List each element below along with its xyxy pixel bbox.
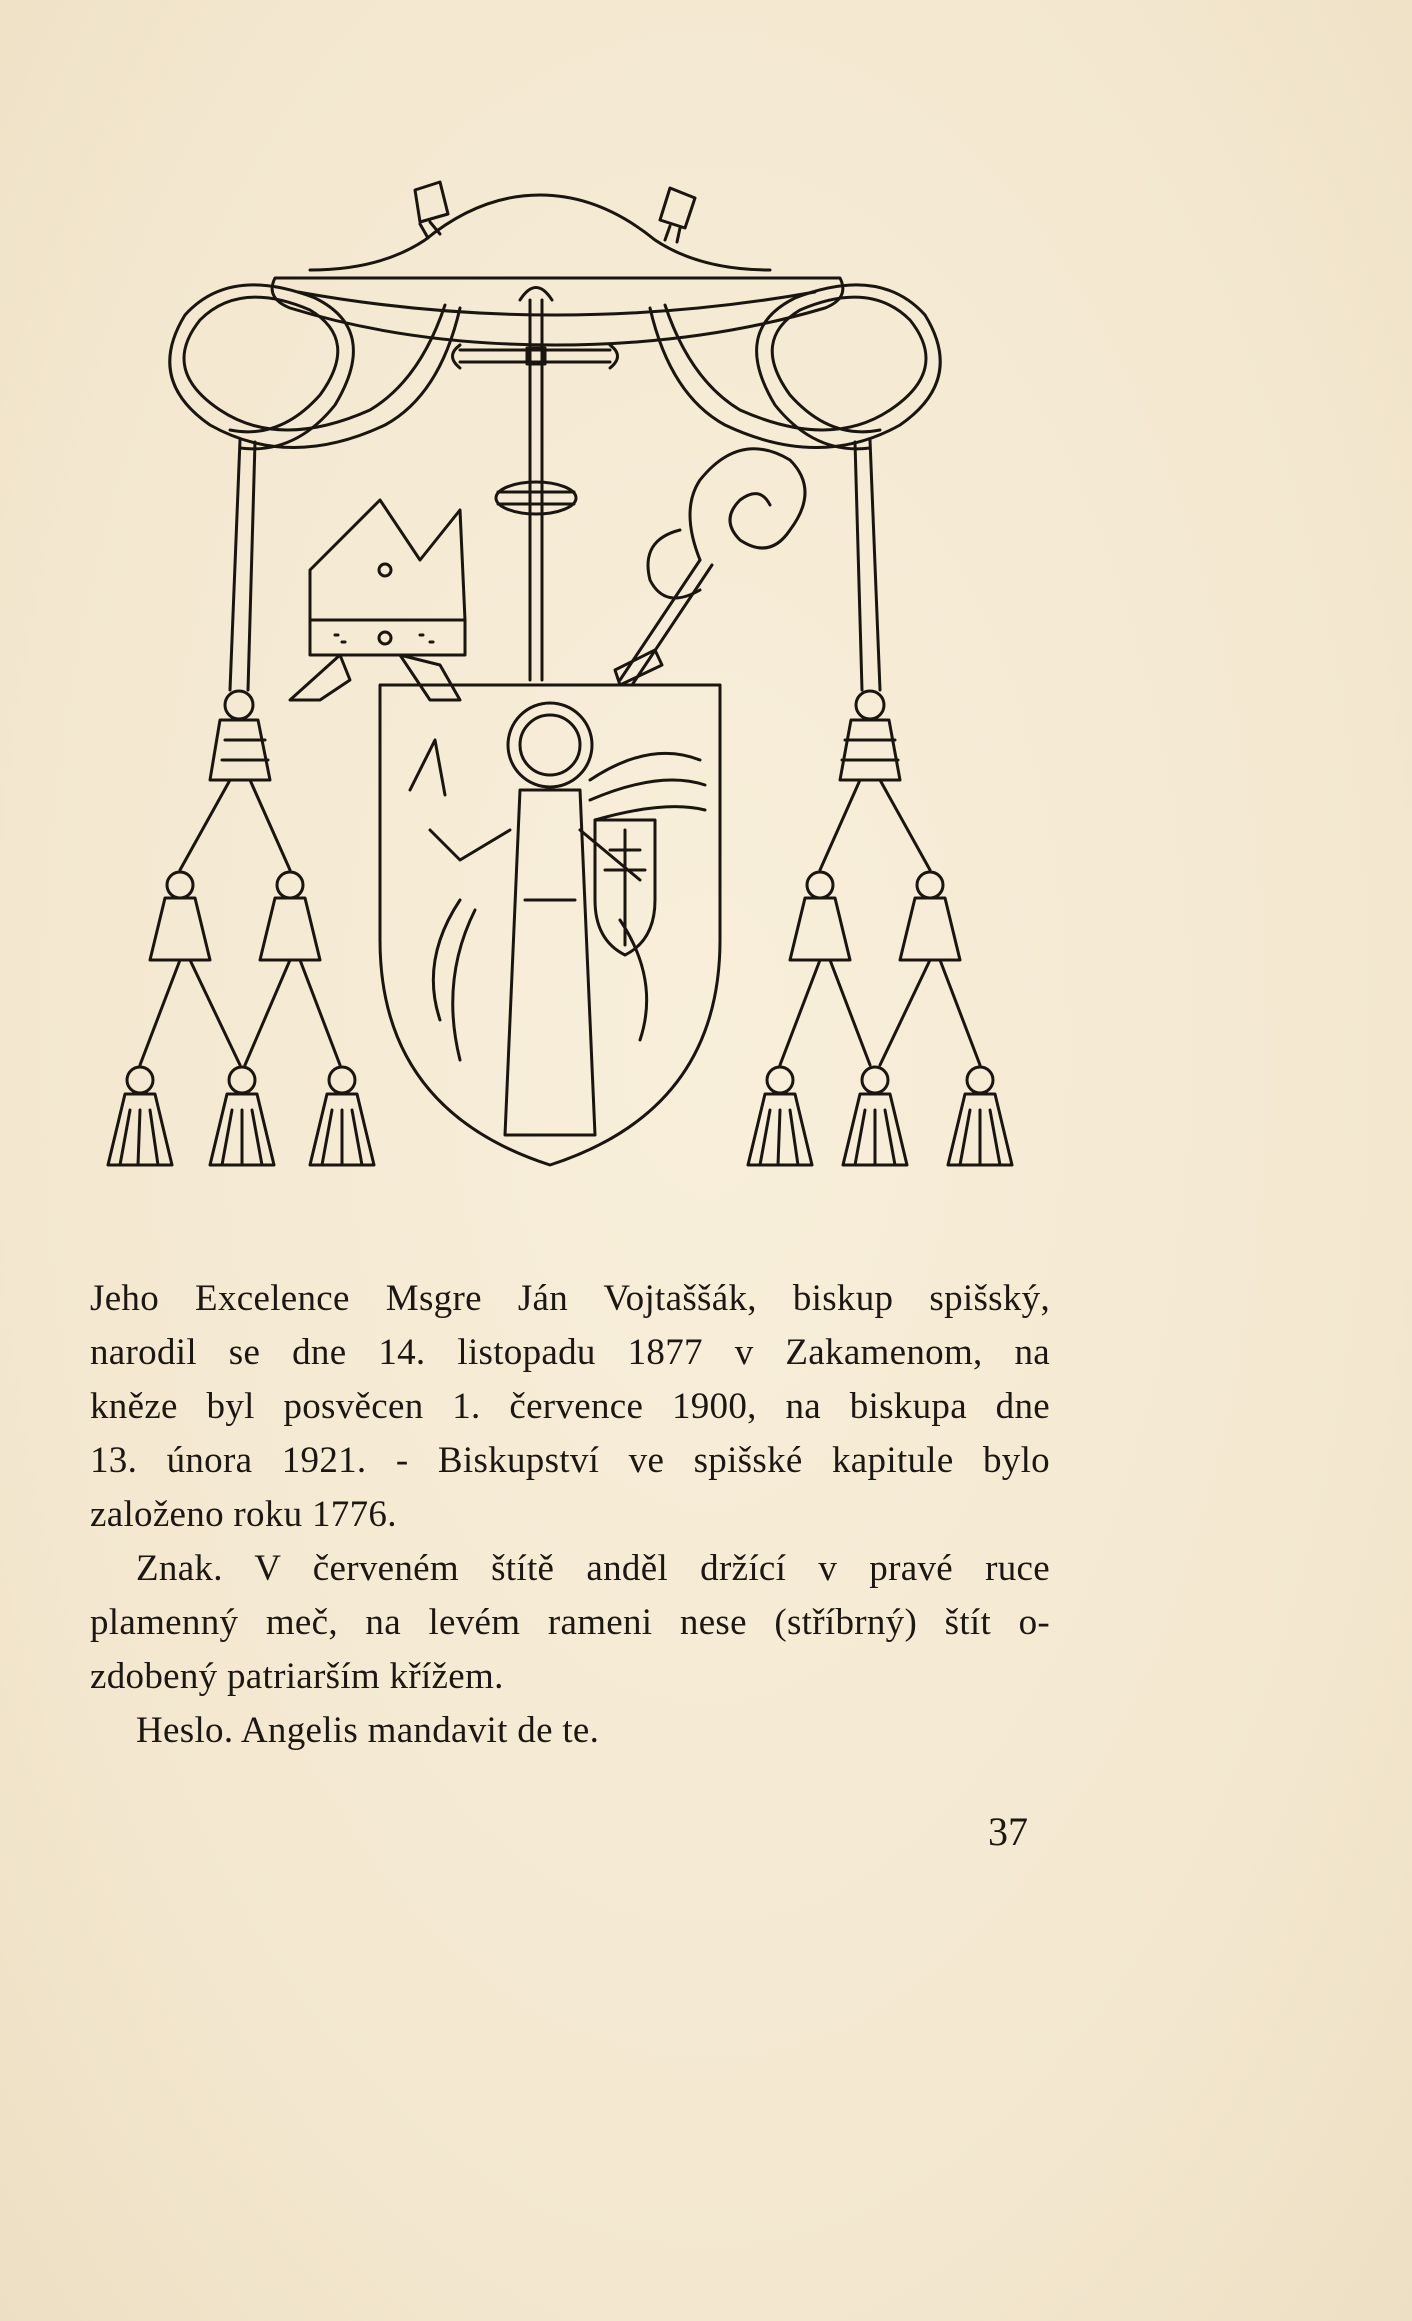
shield-icon bbox=[380, 685, 720, 1165]
motto-line: Heslo. Angelis mandavit de te. bbox=[136, 1710, 600, 1751]
mitre-icon bbox=[290, 500, 465, 700]
blazon-line: plamenný meč, na levém rameni nese (stříbrný) štít o- bbox=[90, 1602, 1050, 1643]
intro-line: narodil se dne 14. listopadu 1877 v Zakamenom, na bbox=[90, 1332, 1050, 1373]
patriarchal-cross-icon bbox=[453, 288, 618, 681]
cord-left-icon bbox=[170, 285, 460, 690]
intro-line: založeno roku 1776. bbox=[90, 1494, 397, 1535]
intro-line: kněze byl posvěcen 1. července 1900, na biskupa dne bbox=[90, 1386, 1050, 1427]
tassels-right-icon bbox=[748, 691, 1012, 1165]
cord-right-icon bbox=[650, 285, 940, 690]
blazon-line: Znak. V červeném štítě anděl držící v pravé ruce bbox=[136, 1548, 1050, 1589]
article-body bbox=[90, 1272, 1050, 1758]
intro-line: Jeho Excelence Msgre Ján Vojtaššák, biskup spišský, bbox=[90, 1278, 1050, 1319]
intro-line: 13. února 1921. - Biskupství ve spišské kapitule bylo bbox=[90, 1440, 1050, 1481]
coat-of-arms-illustration bbox=[80, 180, 1060, 1200]
blazon-line: zdobený patriarším křížem. bbox=[90, 1656, 504, 1697]
crozier-icon bbox=[615, 449, 805, 685]
page-number: 37 bbox=[988, 1809, 1028, 1854]
galero-hat-icon bbox=[272, 182, 843, 345]
tassels-left-icon bbox=[108, 691, 374, 1165]
